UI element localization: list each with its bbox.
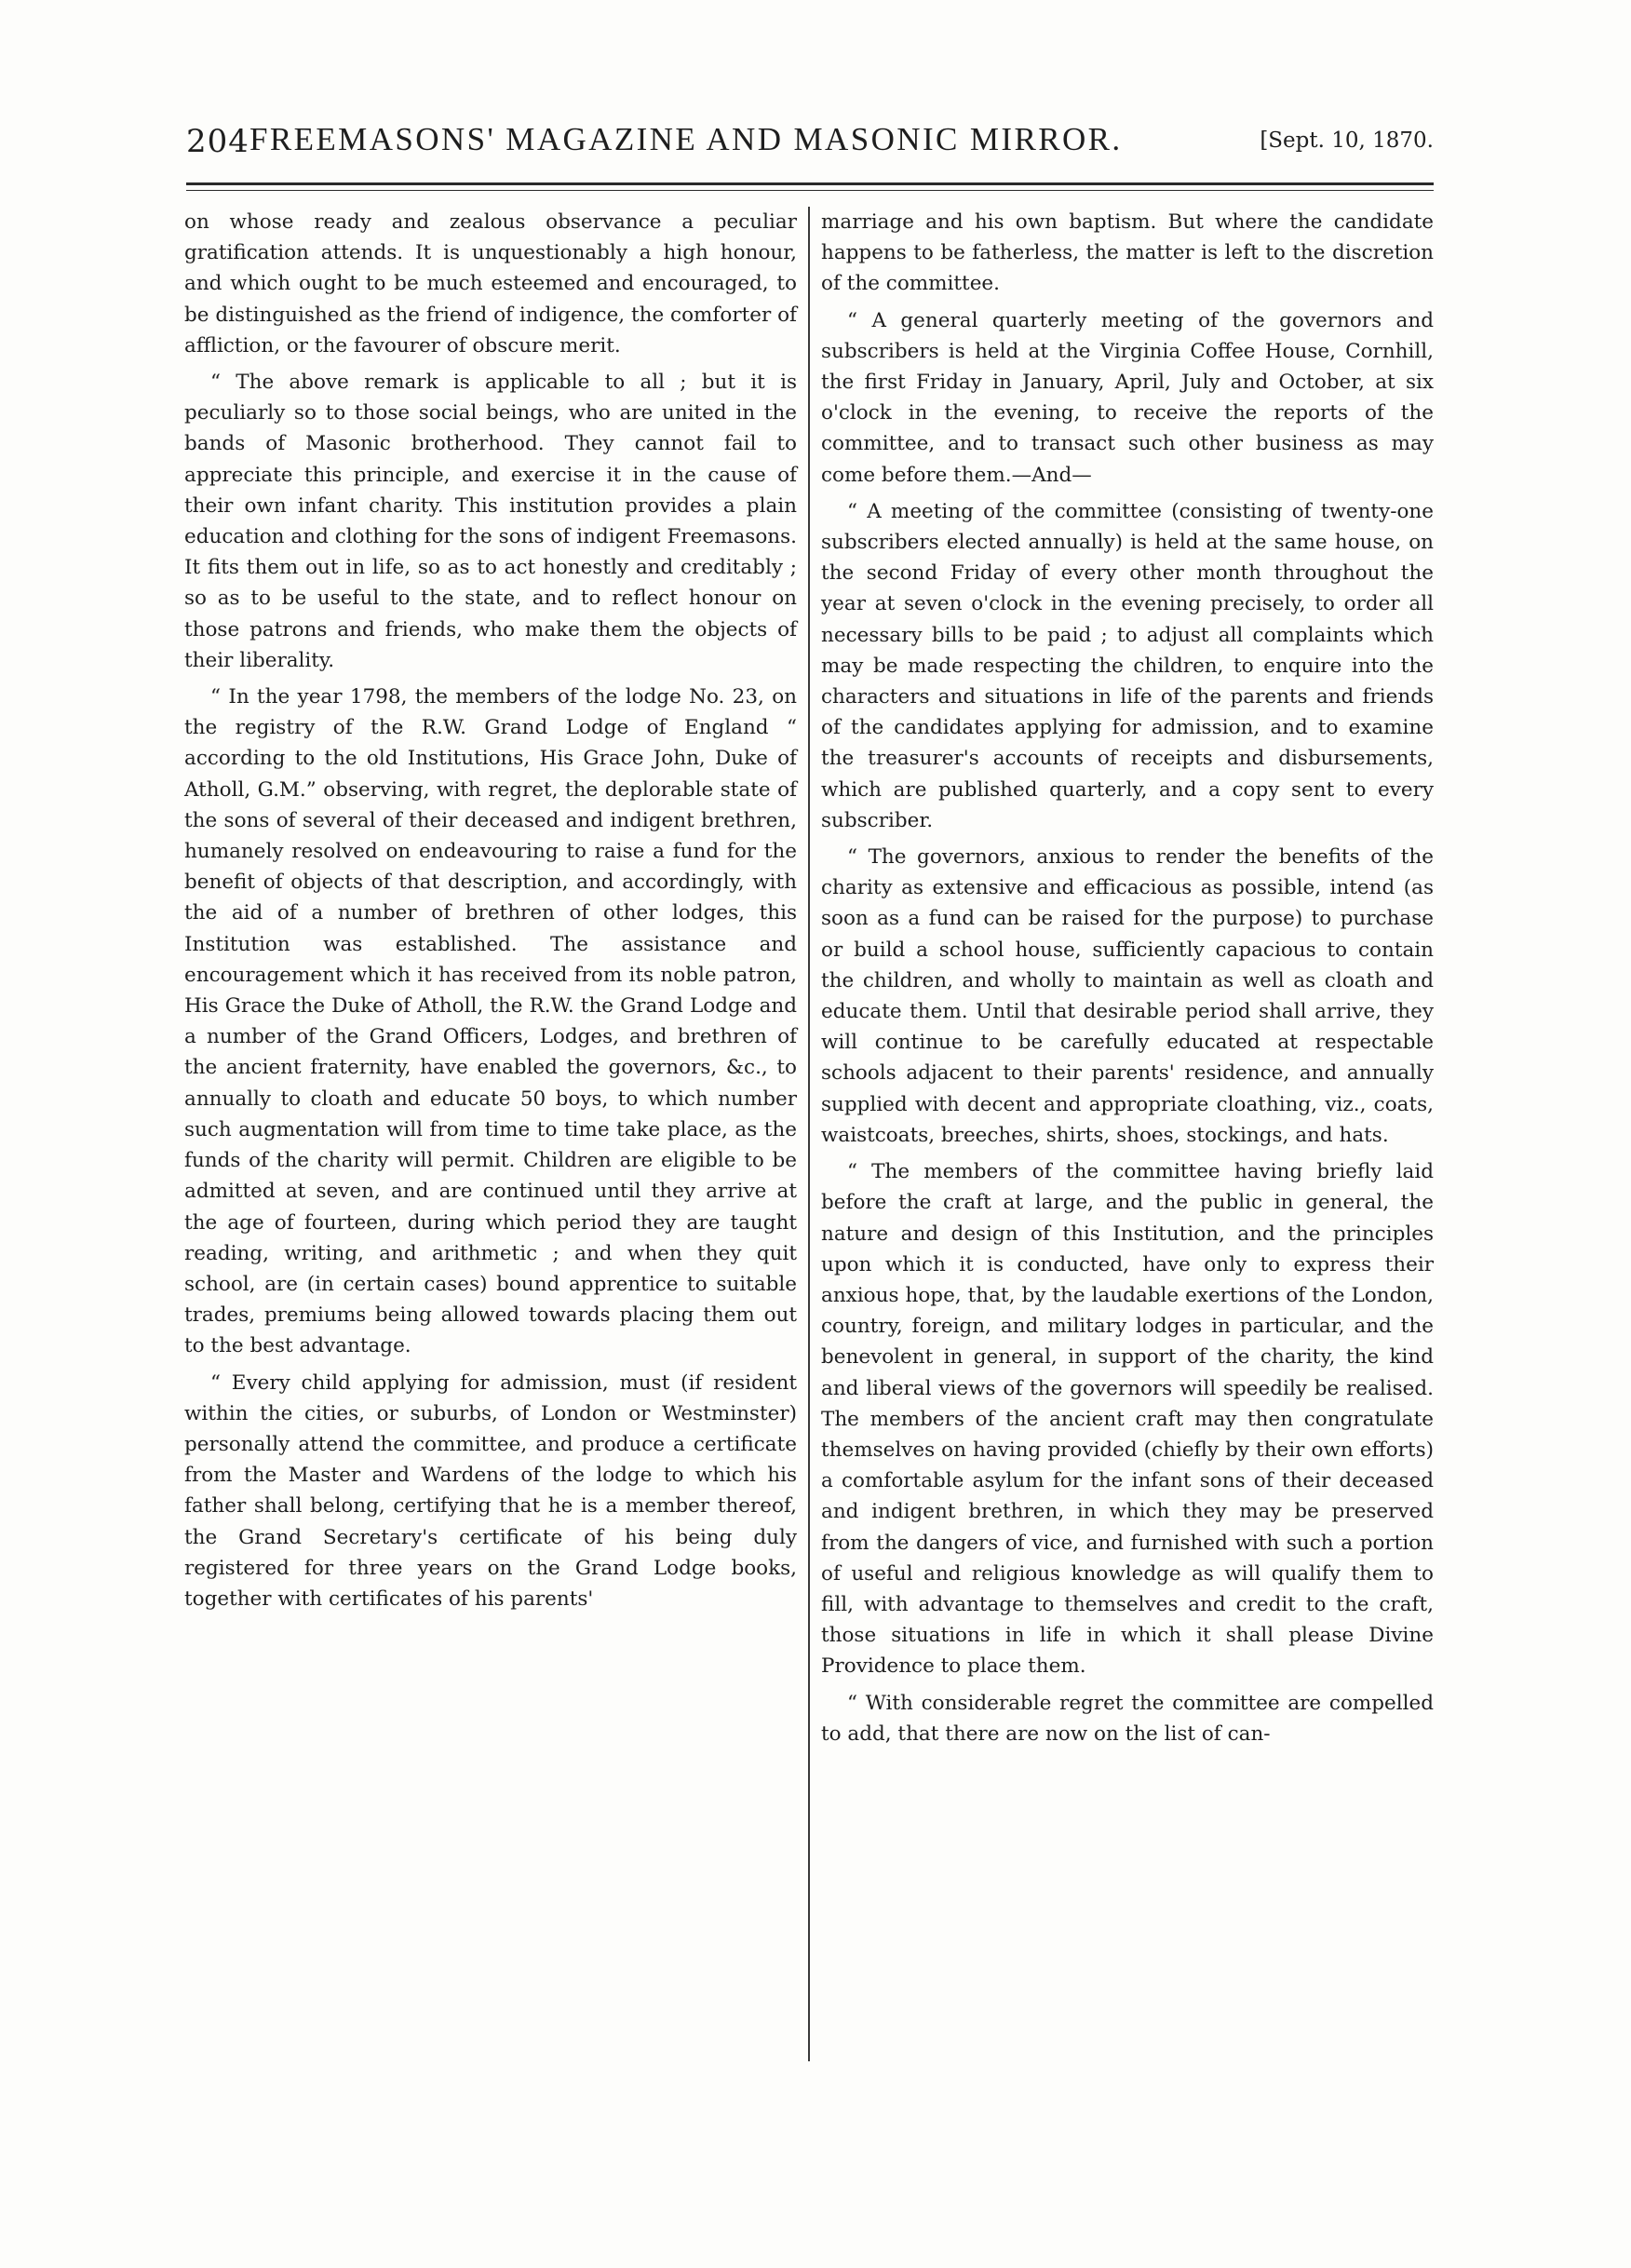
paragraph: “ The members of the committee having briefly laid before the craft at large, and the public in general, the nature and design of this Institution, and the principles upon which it is conducted, have only to express their anxious hope, that, by the laudable exertions of the London, country, foreign, and military lodges in particular, and the benevolent in general, in support of the charity, the kind and liberal views of the governors will speedily be realised. The members of the ancient craft may then congratulate themselves on having provided (chiefly by their own efforts) a comfortable asylum for the infant sons of their deceased and indigent brethren, in which they may be preserved from the dangers of vice, and furnished with such a portion of useful and religious knowledge as will qualify them to fill, with advantage to themselves and credit to the craft, those situations in life in which it shall please Divine Providence to place them. bbox=[821, 1160, 1434, 1679]
paragraph: “ With considerable regret the committee are compelled to add, that there are now on the list of can- bbox=[821, 1691, 1434, 1746]
paragraph: “ A general quarterly meeting of the governors and subscribers is held at the Virginia Coffee House, Cornhill, the first Friday in January, April, July and October, at six o'clock in the evening, to receive the reports of the committee, and to transact such other business as may come before them.—And— bbox=[821, 308, 1434, 487]
magazine-title: FREEMASONS' MAGAZINE AND MASONIC MIRROR. bbox=[249, 121, 1123, 157]
paragraph: “ The above remark is applicable to all ; but it is peculiarly so to those social beings, who are united in the bands of Masonic brotherhood. They cannot fail to appreciate this principle, and exercise it in the cause of their own infant charity. This institution provides a plain education and clothing for the sons of indigent Freemasons. It fits them out in life, so as to act honestly and creditably ; so as to be useful to the state, and to reflect honour on those patrons and friends, who make them the objects of their liberality. bbox=[184, 371, 797, 672]
column-divider bbox=[808, 207, 810, 2061]
paragraph: on whose ready and zealous observance a peculiar gratification attends. It is unquestionably a high honour, and which ought to be much esteemed and encouraged, to be distinguished as the friend of indigence, the comforter of affliction, or the favourer of obscure merit. bbox=[184, 210, 797, 358]
paragraph: “ A meeting of the committee (consisting of twenty-one subscribers elected annually) is held at the same house, on the second Friday of every other month throughout the year at seven o'clock in the evening precisely, to order all necessary bills to be paid ; to adjust all complaints which may be made respecting the children, to enquire into the characters and situations in life of the parents and friends of the candidates applying for admission, and to examine the treasurer's accounts of receipts and disbursements, which are published quarterly, and a copy sent to every subscriber. bbox=[821, 499, 1434, 832]
page-header bbox=[186, 117, 1434, 173]
issue-date: [Sept. 10, 1870. bbox=[1260, 128, 1434, 153]
header-rule bbox=[186, 182, 1434, 191]
paragraph: “ In the year 1798, the members of the lodge No. 23, on the registry of the R.W. Grand Lodge of England “ according to the old Institutions, His Grace John, Duke of Atholl, G.M.” observing, with regret, the deplorable state of the sons of several of their deceased and indigent brethren, humanely resolved on endeavouring to raise a fund for the benefit of objects of that description, and accordingly, with the aid of a number of brethren of other lodges, this Institution was established. The assistance and encouragement which it has received from its noble patron, His Grace the Duke of Atholl, the R.W. the Grand Lodge and a number of the Grand Officers, Lodges, and brethren of the ancient fraternity, have enabled the governors, &c., to annually to cloath and educate 50 boys, to which number such augmentation will from time to time take place, as the funds of the charity will permit. Children are eligible to be admitted at seven, and are continued until they arrive at the age of fourteen, during which period they are taught reading, writing, and arithmetic ; and when they quit school, are (in certain cases) bound apprentice to suitable trades, premiums being allowed towards placing them out to the best advantage. bbox=[184, 685, 797, 1358]
paragraph: marriage and his own baptism. But where the candidate happens to be fatherless, the matter is left to the discretion of the committee. bbox=[821, 210, 1434, 296]
right-column bbox=[821, 207, 1434, 1755]
page-number: 204 bbox=[186, 123, 249, 160]
paragraph: “ Every child applying for admission, must (if resident within the cities, or suburbs, of London or Westminster) personally attend the committee, and produce a certificate from the Master and Wardens of the lodge to which his father shall belong, certifying that he is a member thereof, the Grand Secretary's certificate of his being duly registered for three years on the Grand Lodge books, together with certificates of his parents' bbox=[184, 1370, 797, 1611]
paragraph: “ The governors, anxious to render the benefits of the charity as extensive and efficacious as possible, intend (as soon as a fund can be raised for the purpose) to purchase or build a school house, sufficiently capacious to contain the children, and wholly to maintain as well as cloath and educate them. Until that desirable period shall arrive, they will continue to be carefully educated at respectable schools adjacent to their parents' residence, and annually supplied with decent and appropriate cloathing, viz., coats, waistcoats, breeches, shirts, shoes, stockings, and hats. bbox=[821, 845, 1434, 1147]
left-column bbox=[184, 207, 797, 1620]
